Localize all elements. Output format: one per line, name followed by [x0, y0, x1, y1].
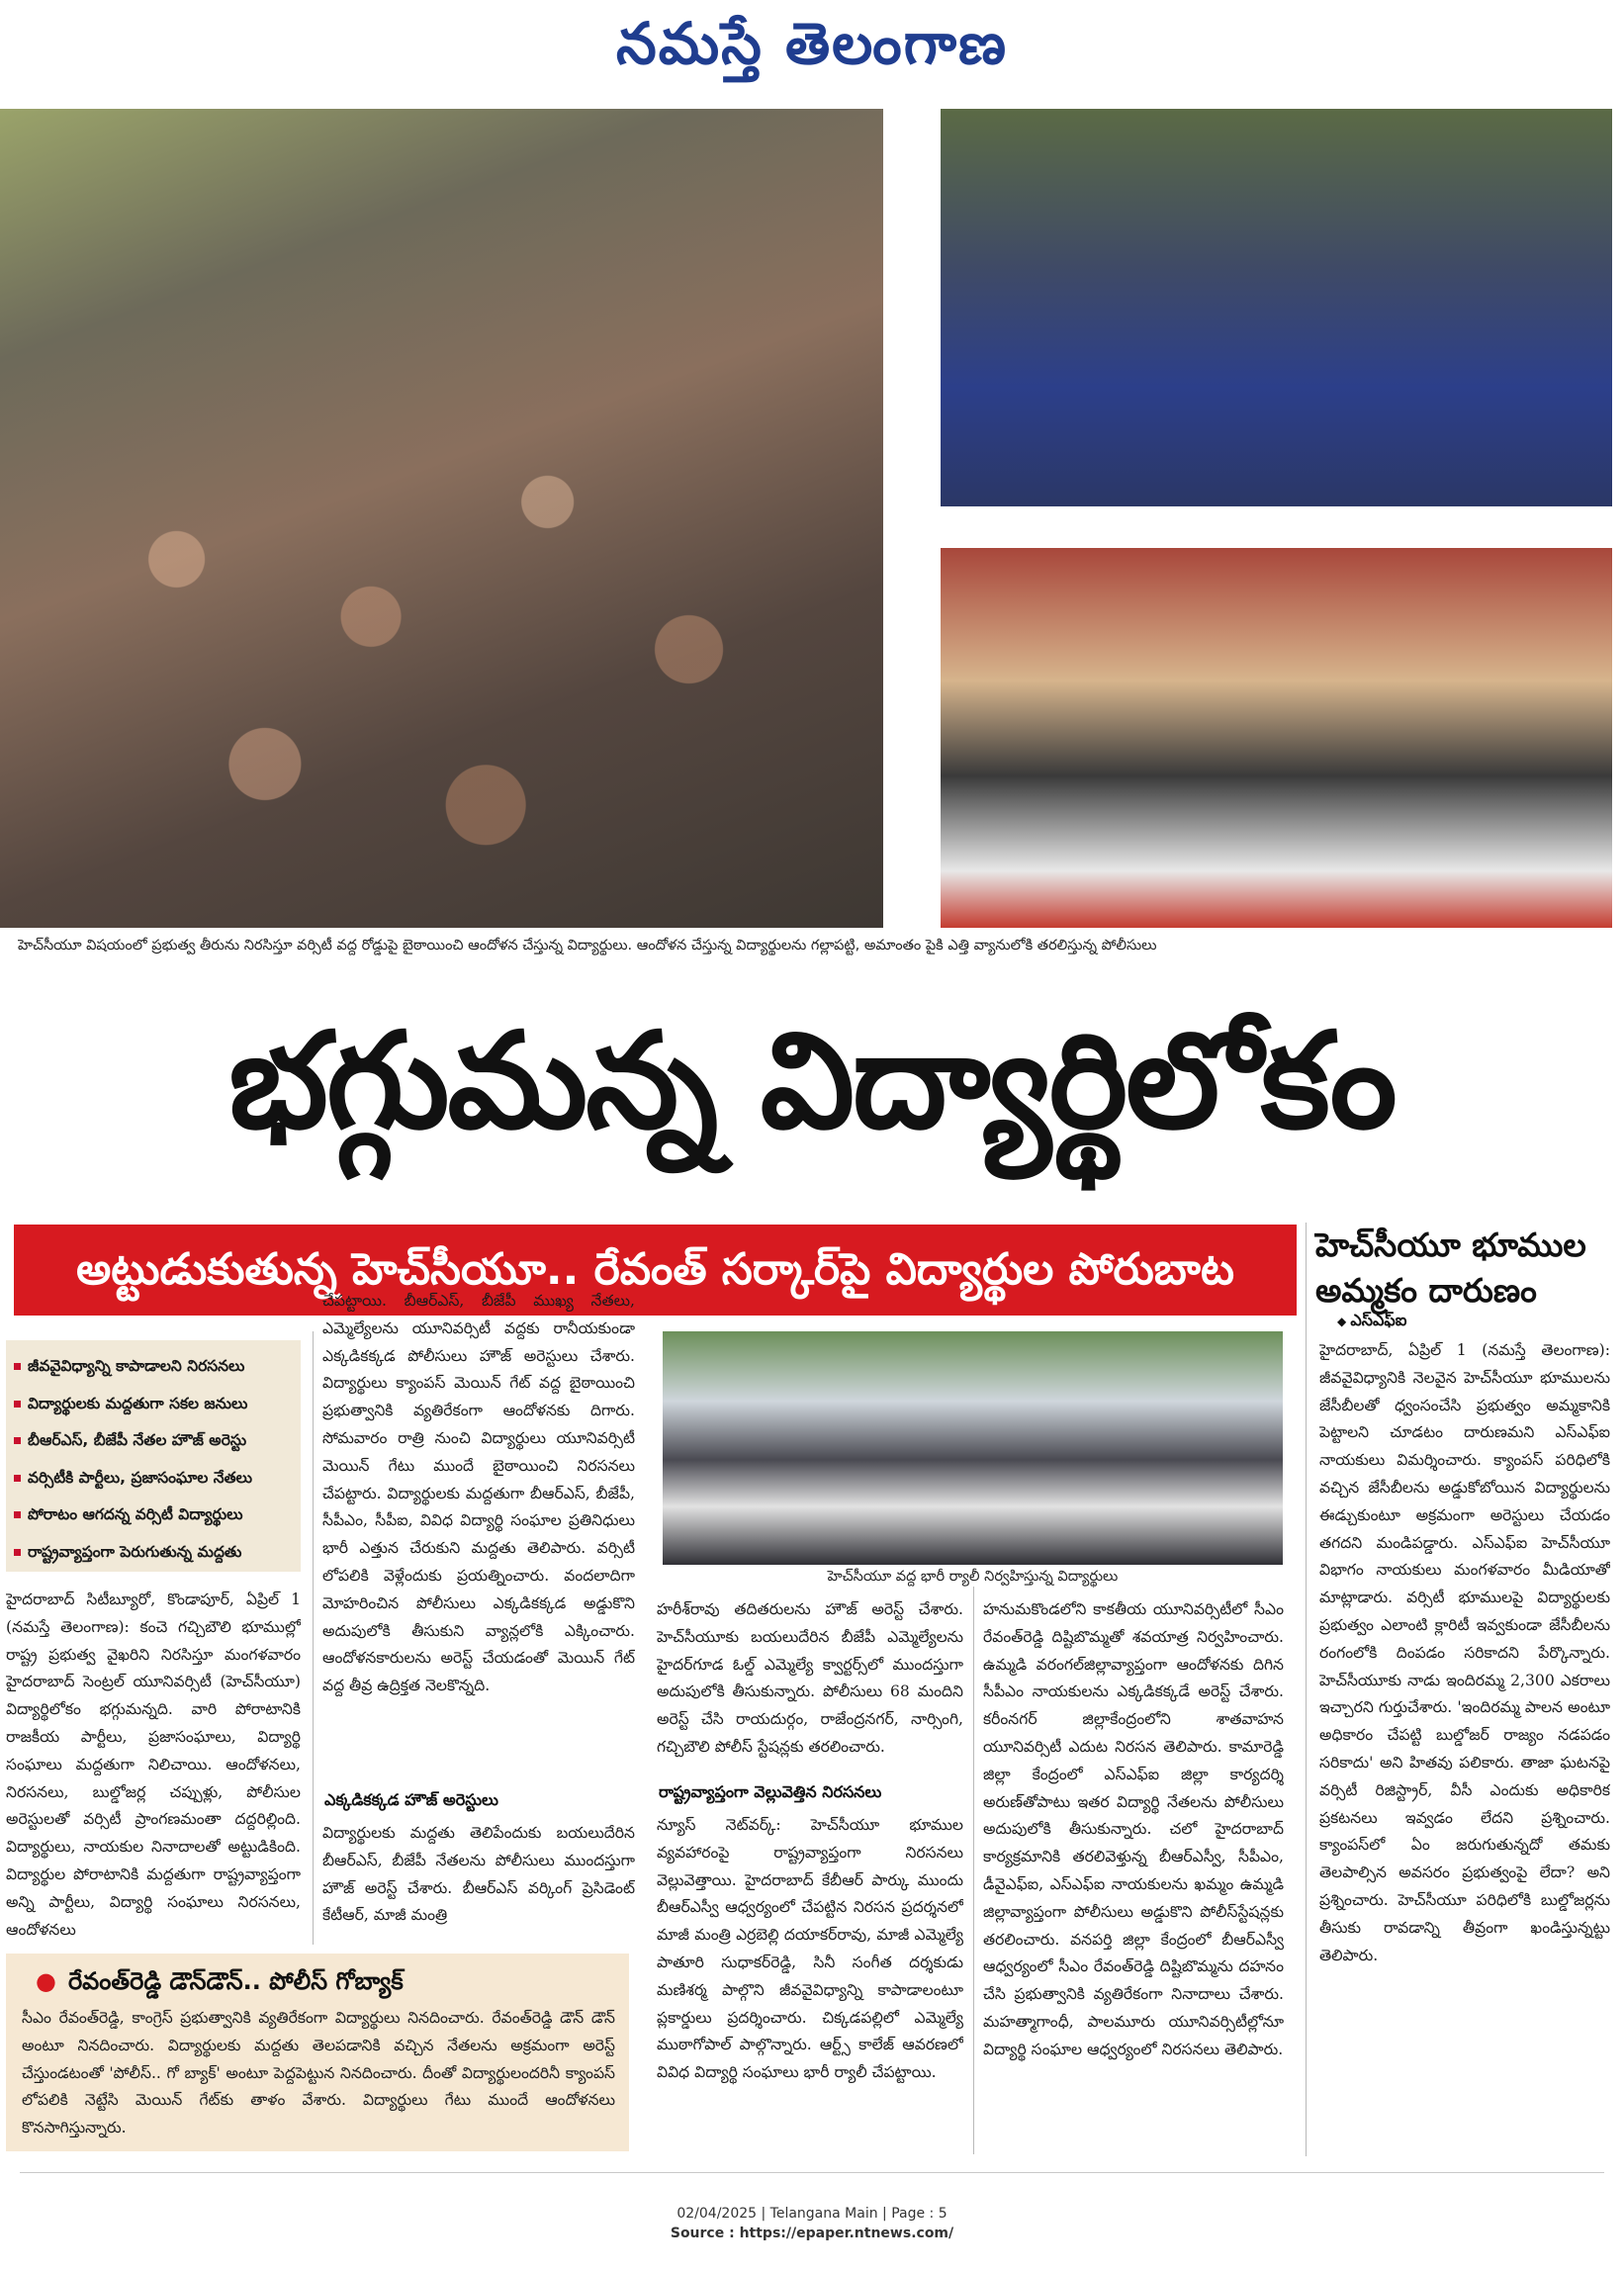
article-column-3b [657, 1812, 963, 2154]
article-text: చేపట్టాయి. బీఆర్‌ఎస్‌, బీజేపీ ముఖ్య నేతలు, ఎమ్మెల్యేలను యూనివర్సిటీ వద్దకు రానీయకుండా ఎక్కడికక్కడ పోలీసులు హౌజ్‌ అరెస్టులు చేశారు. విద్యార్థులు క్యాంపస్‌ మెయిన్‌ గేట్‌ వద్ద బైఠాయించి ప్రభుత్వానికి వ్యతిరేకంగా ఆందోళనకు దిగారు. సోమవారం రాత్రి నుంచి విద్యార్థులు యూనివర్సిటీ మెయిన్‌ గేటు ముందే బైఠాయించి నిరసనలు చేపట్టారు. విద్యార్థులకు మద్దతుగా బీఆర్‌ఎస్‌, బీజేపీ, సీపీఎం, సీపీఐ, వివిధ విద్యార్థి సంఘాల ప్రతినిధులు భారీ ఎత్తున చేరుకుని మద్దతు తెలిపారు. వర్సిటీ లోపలికి వెళ్లేందుకు ప్రయత్నించారు. వందలాదిగా మోహరించిన పోలీసులు ఎక్కడికక్కడ అడ్డుకొని అదుపులోకి తీసుకుని వ్యాన్లలోకి ఎక్కించారు. ఆందోళనకారులను అరెస్ట్‌ చేయడంతో మెయిన్‌ గేట్‌ వద్ద తీవ్ర ఉద్రిక్తత నెలకొన్నది. [322, 1292, 635, 1695]
footer-source: Source : https://epaper.ntnews.com/ [670, 2226, 954, 2241]
article-column-2b [322, 1820, 635, 1945]
rally-photo-caption: హెచ్‌సీయూ వద్ద భారీ ర్యాలీ నిర్వహిస్తున్న విద్యార్థులు [827, 1569, 1119, 1585]
article-column-1 [6, 1587, 301, 1943]
arrest-van-photo [941, 109, 1612, 506]
top-photo-caption: హెచ్‌సీయూ విషయంలో ప్రభుత్వ తీరును నిరసిస్తూ వర్సిటీ వద్ద రోడ్డుపై బైఠాయించి ఆందోళన చేస్తున్న విద్యార్థులు. ఆందోళన చేస్తున్న విద్యార్థులను గల్లాపట్టి, అమాంతం పైకి ఎత్తి వ్యానులోకి తరలిస్తున్న పోలీసులు [18, 938, 1157, 954]
main-headline: భగ్గుమన్న విద్యార్థిలోకం [228, 1004, 1396, 1158]
bullet-dot: ● [36, 1967, 56, 1995]
masthead-title: నమస్తే తెలంగాణ [616, 10, 1008, 77]
highlight-item: వర్సిటీకి పార్టీలు, ప్రజాసంఘాల నేతలు [6, 1460, 301, 1498]
highlight-item: జీవవైవిధ్యాన్ని కాపాడాలని నిరసనలు [6, 1348, 301, 1386]
sidebar-author: ◆ ఎస్‌ఎఫ్‌ఐ [1337, 1311, 1406, 1333]
sidebar-text: హైదరాబాద్‌, ఏప్రిల్‌ 1 (నమస్తే తెలంగాణ): జీవవైవిధ్యానికి నెలవైన హెచ్‌సీయూ భూములను జేసీబీలతో ధ్వంసంచేసి ప్రభుత్వం అమ్మకానికి పెట్టాలని చూడటం దారుణమని ఎస్‌ఎఫ్‌ఐ నాయకులు విమర్శించారు. క్యాంపస్‌ పరిధిలోకి వచ్చిన జేసీబీలను అడ్డుకోబోయిన విద్యార్థులను ఈడ్చుకుంటూ అక్రమంగా అరెస్టులు చేయడం తగదని మండిపడ్డారు. ఎస్‌ఎఫ్‌ఐ హెచ్‌సీయూ విభాగం నాయకులు మంగళవారం మీడియాతో మాట్లాడారు. వర్సిటీ భూములపై విద్యార్థులకు ప్రభుత్వం ఎలాంటి క్లారిటీ ఇవ్వకుండా జేసీబీలను రంగంలోకి దింపడం సరికాదని పేర్కొన్నారు. హెచ్‌సీయూకు నాడు ఇందిరమ్మ 2,300 ఎకరాలు ఇచ్చారని గుర్తుచేశారు. 'ఇందిరమ్మ పాలన అంటూ అధికారం చేపట్టి బుల్డోజర్‌ రాజ్యం నడపడం సరికాదు' అని హితవు పలికారు. తాజా ఘటనపై వర్సిటీ రిజిస్ట్రార్‌, వీసీ ఎందుకు అధికారిక ప్రకటనలు ఇవ్వడం లేదని ప్రశ్నించారు. క్యాంపస్‌లో ఏం జరుగుతున్నదో తమకు తెలపాల్సిన అవసరం ప్రభుత్వంపై లేదా? అని ప్రశ్నించారు. హెచ్‌సీయూ పరిధిలోకి బుల్డోజర్లను తీసుకు రావడాన్ని తీవ్రంగా ఖండిస్తున్నట్టు తెలిపారు. [1319, 1341, 1610, 1964]
column-3-subhead: రాష్ట్రవ్యాప్తంగా వెల్లువెత్తిన నిరసనలు [659, 1782, 882, 1801]
bottom-box-title-row [6, 1954, 629, 1999]
column-divider [973, 1587, 974, 2154]
article-text: హనుమకొండలోని కాకతీయ యూనివర్సిటీలో సీఎం రేవంత్‌రెడ్డి దిష్టిబొమ్మతో శవయాత్ర నిర్వహించారు. ఉమ్మడి వరంగల్‌జిల్లావ్యాప్తంగా ఆందోళనకు దిగిన సీపీఎం నాయకులను ఎక్కడికక్కడే అరెస్ట్‌ చేశారు. కరీంనగర్‌ జిల్లాకేంద్రంలోని శాతవాహన యూనివర్సిటీ ఎదుట నిరసన తెలిపారు. కామారెడ్డి జిల్లా కేంద్రంలో ఎస్‌ఎఫ్‌ఐ జిల్లా కార్యదర్శి అరుణ్‌తోపాటు ఇతర విద్యార్థి నేతలను పోలీసులు అదుపులోకి తీసుకున్నారు. చలో హైదరాబాద్‌ కార్యక్రమానికి తరలివెళ్తున్న బీఆర్‌ఎస్వీ, సీపీఎం, డీవైఎఫ్‌ఐ, ఎస్‌ఎఫ్‌ఐ నాయకులను ఖమ్మం ఉమ్మడి జిల్లావ్యాప్తంగా పోలీసులు అడ్డుకొని పోలీస్‌స్టేషన్లకు తరలించారు. వనపర్తి జిల్లా కేంద్రంలో బీఆర్‌ఎస్వీ ఆధ్వర్యంలో సీఎం రేవంత్‌రెడ్డి దిష్టిబొమ్మను దహనం చేసి ప్రభుత్వానికి వ్యతిరేకంగా నినాదాలు చేశారు. మహత్మాగాంధీ, పాలమూరు యూనివర్సిటీల్లోనూ విద్యార్థి సంఘాల ఆధ్వర్యంలో నిరసనలు తెలిపారు. [983, 1600, 1284, 2058]
column-divider [313, 1331, 314, 1945]
subheadline-banner: అట్టుడుకుతున్న హెచ్‌సీయూ.. రేవంత్‌ సర్కార్‌పై విద్యార్థుల పోరుబాట [14, 1225, 1297, 1316]
sidebar-title: హెచ్‌సీయూ భూముల అమ్మకం దారుణం [1315, 1226, 1586, 1310]
highlights-box [6, 1340, 301, 1572]
article-column-3a [657, 1596, 963, 1769]
highlight-item: విద్యార్థులకు మద్దతుగా సకల జనులు [6, 1386, 301, 1423]
bottom-box-body [6, 1999, 629, 2143]
sidebar-body [1319, 1337, 1610, 2156]
highlight-item: రాష్ట్రవ్యాప్తంగా పెరుగుతున్న మద్దతు [6, 1534, 301, 1572]
article-text: హైదరాబాద్‌ సిటీబ్యూరో, కొండాపూర్‌, ఏప్రిల్‌ 1 (నమస్తే తెలంగాణ): కంచె గచ్చిబౌలి భూముల్లో రాష్ట్ర ప్రభుత్వ వైఖరిని నిరసిస్తూ మంగళవారం హైదరాబాద్‌ సెంట్రల్‌ యూనివర్సిటీ (హెచ్‌సీయూ) విద్యార్థిలోకం భగ్గుమన్నది. వారి పోరాటానికి రాజకీయ పార్టీలు, ప్రజాసంఘాలు, విద్యార్థి సంఘాలు మద్దతుగా నిలిచాయి. ఆందోళనలు, నిరసనలు, బుల్డోజర్ల చప్పుళ్లు, పోలీసుల అరెస్టులతో వర్సిటీ ప్రాంగణమంతా దద్దరిల్లింది. విద్యార్థులు, నాయకుల నినాదాలతో అట్టుడికింది. విద్యార్థుల పోరాటానికి మద్దతుగా రాష్ట్రవ్యాప్తంగా అన్ని పార్టీలు, విద్యార్థి సంఘాలు నిరసనలు, ఆందోళనలు [6, 1590, 301, 1939]
footer-line: 02/04/2025 | Telangana Main | Page : 5 [677, 2206, 947, 2222]
bottom-box-title: రేవంత్‌రెడ్డి డౌన్‌డౌన్‌.. పోలీస్‌ గోబ్యాక్‌ [67, 1967, 404, 1995]
highlight-item: బీఆర్‌ఎస్‌, బీజేపీ నేతల హౌజ్‌ అరెస్టు [6, 1422, 301, 1460]
bottom-box [6, 1954, 629, 2151]
highlight-item: పోరాటం ఆగదన్న వర్సిటీ విద్యార్థులు [6, 1497, 301, 1534]
article-text: హరీశ్‌రావు తదితరులను హౌజ్‌ అరెస్ట్‌ చేశారు. హెచ్‌సీయూకు బయలుదేరిన బీజేపీ ఎమ్మెల్యేలను హైదర్‌గూడ ఓల్డ్‌ ఎమ్మెల్యే క్వార్టర్స్‌లో ముందస్తుగా అదుపులోకి తీసుకున్నారు. పోలీసులు 68 మందిని అరెస్ట్‌ చేసి రాయదుర్గం, రాజేంద్రనగర్‌, నార్సింగి, గచ్చిబౌలి పోలీస్‌ స్టేషన్లకు తరలించారు. [657, 1600, 963, 1756]
arrest-police-photo [941, 548, 1612, 928]
crowd-photo [0, 109, 883, 928]
footer [0, 2204, 1624, 2243]
column-2-subhead: ఎక్కడికక్కడ హౌజ్‌ అరెస్టులు [324, 1790, 498, 1809]
rally-photo [663, 1331, 1283, 1565]
masthead [0, 0, 1624, 104]
article-text: విద్యార్థులకు మద్దతు తెలిపేందుకు బయలుదేరిన బీఆర్‌ఎస్‌, బీజేపీ నేతలను పోలీసులు ముందస్తుగా హౌజ్‌ అరెస్ట్‌ చేశారు. బీఆర్‌ఎస్‌ వర్కింగ్‌ ప్రెసిడెంట్‌ కేటీఆర్‌, మాజీ మంత్రి [322, 1824, 635, 1925]
bottom-box-text: సీఎం రేవంత్‌రెడ్డి, కాంగ్రెస్‌ ప్రభుత్వానికి వ్యతిరేకంగా విద్యార్థులు నినదించారు. రేవంత్‌రెడ్డి డౌన్‌ డౌన్‌ అంటూ నినదించారు. విద్యార్థులకు మద్దతు తెలపడానికి వచ్చిన నేతలను అక్రమంగా అరెస్ట్‌ చేస్తుండటంతో 'పోలీస్‌.. గో బ్యాక్‌' అంటూ పెద్దపెట్టున నినదించారు. దీంతో విద్యార్థులందరినీ క్యాంపస్‌ లోపలికి నెట్టేసి మెయిన్‌ గేట్‌కు తాళం వేశారు. విద్యార్థులు గేటు ముందే ఆందోళనలు కొనసాగిస్తున్నారు. [22, 2009, 615, 2137]
article-column-2a [322, 1288, 635, 1723]
sidebar-divider [1306, 1223, 1307, 2156]
article-column-4 [983, 1596, 1284, 2154]
article-text: న్యూస్‌ నెట్‌వర్క్‌: హెచ్‌సీయూ భూముల వ్యవహారంపై రాష్ట్రవ్యాప్తంగా నిరసనలు వెల్లువెత్తాయి. హైదరాబాద్‌ కేబీఆర్‌ పార్కు ముందు బీఆర్‌ఎస్వీ ఆధ్వర్యంలో చేపట్టిన నిరసన ప్రదర్శనలో మాజీ మంత్రి ఎర్రబెల్లి దయాకర్‌రావు, మాజీ ఎమ్మెల్యే పాతూరి సుధాకర్‌రెడ్డి, సినీ సంగీత దర్శకుడు మణిశర్మ పాల్గొని జీవవైవిధ్యాన్ని కాపాడాలంటూ ప్లకార్డులు ప్రదర్శించారు. చిక్కడపల్లిలో ఎమ్మెల్యే ముఠాగోపాల్‌ పాల్గొన్నారు. ఆర్ట్స్‌ కాలేజ్‌ ఆవరణలో వివిధ విద్యార్థి సంఘాలు భారీ ర్యాలీ చేపట్టాయి. [657, 1816, 963, 2082]
footer-rule [20, 2172, 1604, 2173]
